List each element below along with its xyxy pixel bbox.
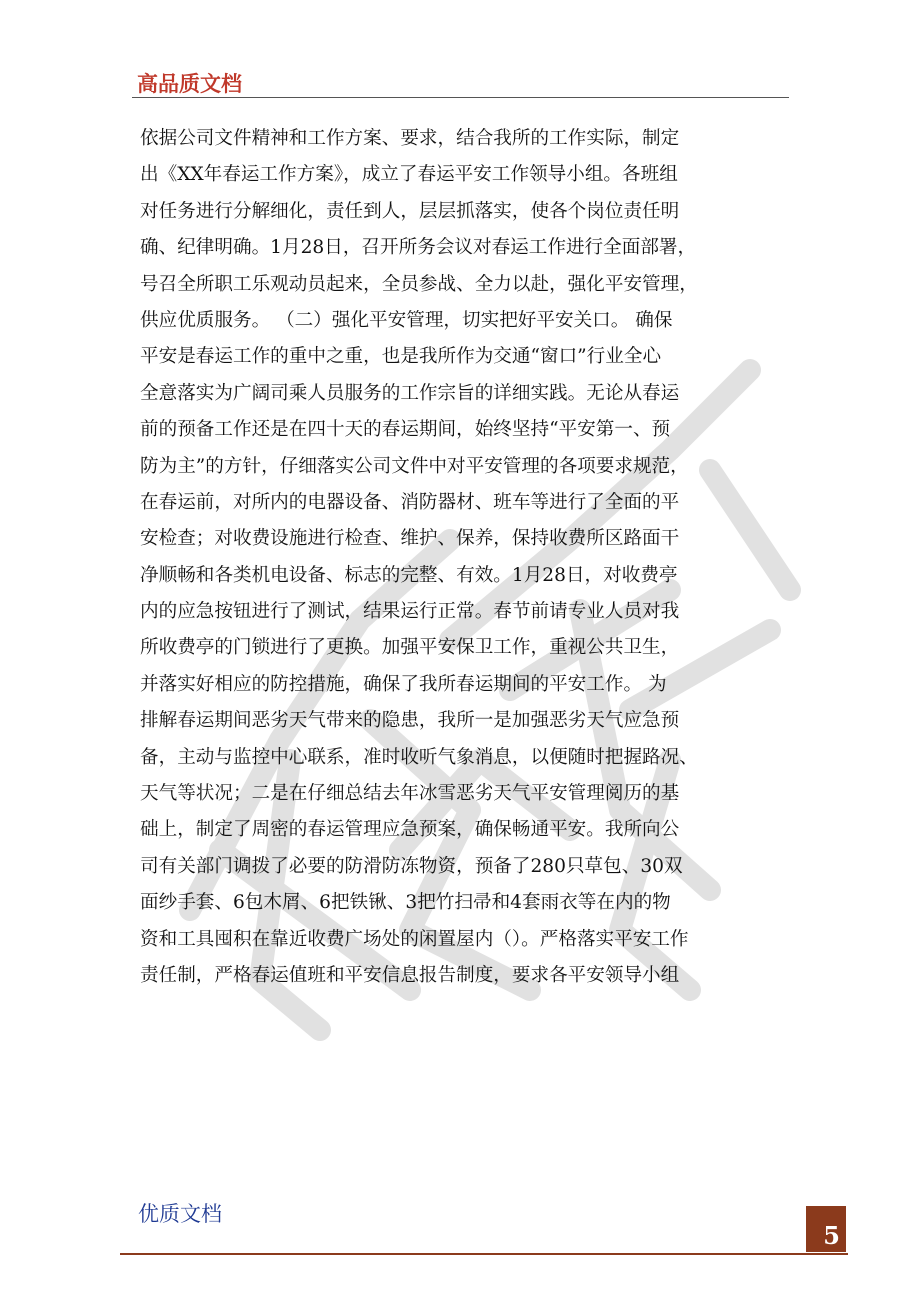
text-line: 天气等状况；二是在仔细总结去年冰雪恶劣天气平安管理阅历的基 [140,783,680,805]
page-number-badge: 5 [806,1206,846,1252]
text-line: 面纱手套、6包木屑、6把铁锹、3把竹扫帚和4套雨衣等在内的物 [140,892,671,914]
header-title: 高品质文档 [137,72,242,96]
text-line: 备，主动与监控中心联系，准时收听气象消息，以便随时把握路况、 [140,746,698,768]
text-line: 确、纪律明确。1月28日，召开所务会议对春运工作进行全面部署， [140,237,697,259]
text-line: 号召全所职工乐观动员起来，全员参战、全力以赴，强化平安管理， [140,273,698,295]
text-line: 内的应急按钮进行了测试，结果运行正常。春节前请专业人员对我 [140,601,680,623]
text-line: 排解春运期间恶劣天气带来的隐患，我所一是加强恶劣天气应急预 [140,710,680,732]
footer-title: 优质文档 [138,1202,222,1226]
text-line: 全意落实为广阔司乘人员服务的工作宗旨的详细实践。无论从春运 [140,382,680,404]
text-line: 并落实好相应的防控措施，确保了我所春运期间的平安工作。 为 [140,673,667,695]
header-divider [132,97,789,98]
text-line: 防为主”的方针，仔细落实公司文件中对平安管理的各项要求规范， [140,455,689,477]
text-line: 司有关部门调拨了必要的防滑防冻物资，预备了280只草包、30双 [140,855,683,877]
text-line: 净顺畅和各类机电设备、标志的完整、有效。1月28日，对收费亭 [140,564,678,586]
text-line: 础上，制定了周密的春运管理应急预案，确保畅通平安。我所向公 [140,819,680,841]
text-line: 在春运前，对所内的电器设备、消防器材、班车等进行了全面的平 [140,491,680,513]
text-line: 依据公司文件精神和工作方案、要求，结合我所的工作实际，制定 [140,128,680,149]
text-line: 所收费亭的门锁进行了更换。加强平安保卫工作，重视公共卫生， [140,637,680,659]
text-line: 安检查；对收费设施进行检查、维护、保养，保持收费所区路面干 [140,528,680,550]
text-line: 资和工具囤积在靠近收费广场处的闲置屋内（）。严格落实平安工作 [140,928,689,950]
text-line: 出《XX年春运工作方案》，成立了春运平安工作领导小组。各班组 [140,164,678,186]
footer-divider [120,1253,848,1255]
text-line: 前的预备工作还是在四十天的春运期间，始终坚持“平安第一、预 [140,419,671,441]
text-line: 供应优质服务。 （二）强化平安管理，切实把好平安关口。 确保 [140,309,673,331]
text-line: 对任务进行分解细化，责任到人，层层抓落实，使各个岗位责任明 [140,200,680,222]
text-line: 平安是春运工作的重中之重，也是我所作为交通“窗口”行业全心 [140,346,662,368]
text-line: 责任制，严格春运值班和平安信息报告制度，要求各平安领导小组 [140,964,680,986]
document-body [140,121,780,994]
